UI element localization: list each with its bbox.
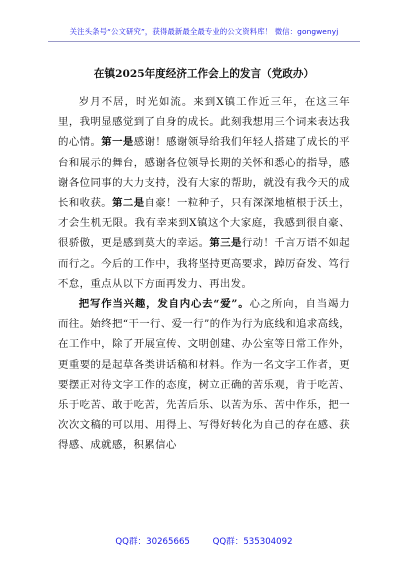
footer-qq-group-1: QQ群：30265665 [115,537,190,547]
point-1-heading: 第一是 [101,136,134,149]
footer [0,535,408,547]
header-divider [48,41,360,42]
point-1-keyword: 感谢！ [133,136,167,149]
point-3-text: 千言万语不如起而行之。今后的工作中，我将坚持更高要求，踔厉奋发、笃行不怠，重点从以下方面再发力、再出发。 [58,237,350,290]
point-3-heading: 第三是 [209,237,242,250]
document-title: 在镇2025年度经济工作会上的发言（党政办） [93,68,315,80]
paragraph-1 [58,92,350,294]
document-body [58,92,350,456]
footer-qq-group-2: QQ群：535304092 [212,537,293,547]
point-1-text: 感谢领导给我们年轻人搭建了成长的平台和展示的舞台，感谢各位领导长期的关怀和悉心的指导，感谢各位同事的大力支持，没有大家的帮助，就没有我今天的成长和收获。 [58,136,350,210]
header-note: 关注头条号“公文研究”，获得最新最全最专业的公文资料库！ 微信：gongwenyj [69,27,339,36]
paragraph-1-intro: 岁月不居，时光如流。来到X镇工作近三年，在这三年里，我明显感觉到了自身的成长。此刻我想用三个词来表达我的心情。 [58,96,350,149]
paragraph-2 [58,294,350,456]
point-2-heading: 第二是 [112,197,145,210]
section-heading-love: 把写作当兴趣，发自内心去 [78,298,214,311]
point-2-keyword: 自豪！ [144,197,177,210]
point-3-keyword: 行动！ [241,237,275,250]
point-2-text: 一粒种子，只有深深地植根于沃土，才会生机无限。我有幸来到X镇这个大家庭，我感到很自豪、很骄傲，更是感到莫大的幸运。 [58,197,351,250]
section-heading-love-quote: “爱”。 [213,298,250,311]
paragraph-2-text: 心之所向，自当竭力而往。始终把“干一行、爱一行”的作为行为底线和追求高线，在工作中，除了开展宣传、文明创建、办公室等日常工作外，更重要的是起草各类讲话稿和材料。作为一名文字工作者，更要摆正对待文字工作的态度，树立正确的苦乐观，肯于吃苦、乐于吃苦、敢于吃苦，先苦后乐、以苦为乐、苦中作乐，把一次次文稿的可以用、用得上、写得好转化为自己的存在感、获得感、成就感，积累信心 [58,298,350,452]
